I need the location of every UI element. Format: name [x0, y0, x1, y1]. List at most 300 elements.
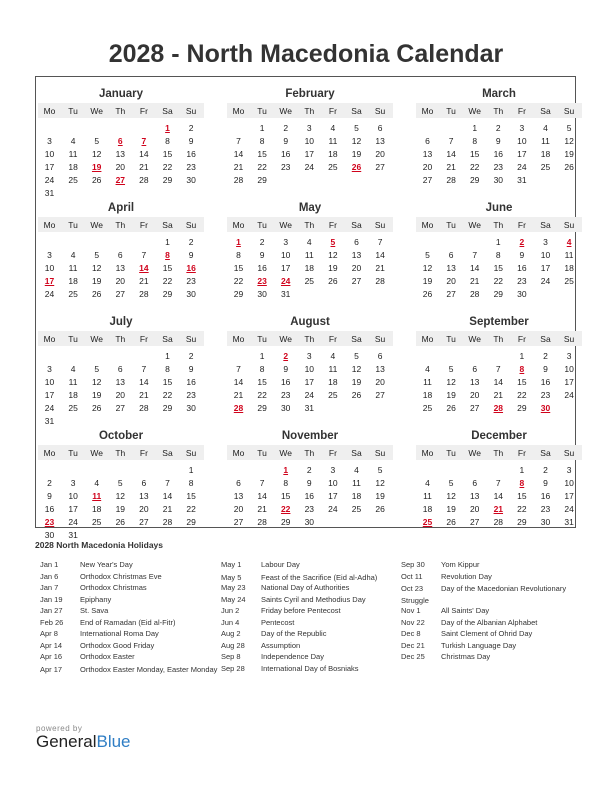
day-cell: 22	[162, 276, 173, 286]
weekday-header	[38, 331, 204, 346]
holiday-entry	[221, 629, 401, 641]
holiday-date: Dec 8	[401, 629, 421, 638]
month-march	[416, 81, 582, 193]
day-cell: 5	[448, 364, 454, 374]
day-cell: 11	[564, 250, 574, 260]
day-cell: 10	[564, 364, 574, 374]
holiday-name: Pentecost	[261, 617, 295, 627]
day-cell: 20	[115, 276, 126, 286]
day-cell: 2	[543, 465, 548, 475]
month-october	[38, 423, 204, 540]
day-cell: 4	[425, 364, 430, 374]
day-cell: 19	[564, 149, 574, 159]
day-cell: 15	[233, 263, 244, 273]
month-name: March	[482, 88, 516, 100]
day-cell: 18	[564, 263, 574, 273]
holiday-day-cell: 22	[280, 504, 291, 514]
day-cell: 20	[115, 162, 126, 172]
weekday-header	[416, 331, 582, 346]
holiday-entry	[40, 664, 220, 676]
day-cell: 10	[44, 377, 55, 387]
day-cell: 25	[328, 162, 338, 172]
day-cell: 29	[517, 403, 527, 413]
weekday-label: Th	[115, 334, 126, 344]
day-cell: 14	[493, 377, 504, 387]
day-cell: 11	[68, 149, 78, 159]
weekday-label: Sa	[540, 448, 551, 458]
day-cell: 5	[117, 478, 123, 488]
day-cell: 14	[469, 263, 480, 273]
holiday-day-cell: 17	[44, 276, 55, 286]
day-cell: 17	[304, 149, 315, 159]
day-cell: 28	[257, 517, 267, 527]
weekday-label: Mo	[43, 334, 56, 344]
holiday-entry	[221, 583, 401, 595]
month-name: July	[109, 316, 133, 328]
day-cell: 22	[233, 276, 244, 286]
day-cell: 18	[351, 491, 362, 501]
day-cell: 11	[352, 478, 361, 488]
holiday-day-cell: 24	[280, 276, 291, 286]
weekday-label: Tu	[257, 448, 267, 458]
day-cell: 11	[68, 263, 78, 273]
day-cell: 13	[115, 263, 126, 273]
day-cell: 15	[186, 491, 196, 501]
weekday-label: Tu	[68, 334, 78, 344]
day-cell: 22	[469, 162, 480, 172]
holiday-entry	[221, 606, 401, 618]
weekday-label: Su	[563, 220, 575, 230]
holiday-entry	[221, 652, 401, 664]
month-name: April	[107, 202, 135, 214]
day-cell: 8	[236, 250, 241, 260]
day-cell: 2	[47, 478, 52, 488]
day-cell: 15	[162, 377, 173, 387]
weekday-label: Tu	[68, 106, 78, 116]
holiday-name: Orthodox Easter Monday, Easter Monday	[80, 664, 218, 674]
day-cell: 25	[422, 403, 433, 413]
weekday-label: We	[468, 334, 481, 344]
day-cell: 21	[493, 390, 504, 400]
holiday-day-cell: 7	[141, 136, 147, 146]
holiday-day-cell: 23	[44, 517, 55, 527]
holiday-day-cell: 2	[283, 351, 289, 361]
weekday-label: Fr	[139, 106, 148, 116]
day-cell: 18	[328, 377, 338, 387]
weekday-label: We	[279, 220, 292, 230]
holiday-date: May 1	[221, 560, 242, 569]
holiday-column-3	[401, 560, 577, 664]
day-cell: 21	[469, 276, 480, 286]
holiday-entry	[40, 560, 220, 572]
holiday-entry	[221, 560, 401, 572]
holidays-title: 2028 North Macedonia Holidays	[35, 540, 164, 550]
day-cell: 12	[375, 478, 385, 488]
day-cell: 17	[44, 390, 55, 400]
holiday-day-cell: 28	[233, 403, 244, 413]
day-cell: 2	[306, 465, 312, 475]
holiday-entry	[401, 606, 577, 618]
holiday-day-cell: 25	[422, 517, 433, 527]
day-cell: 22	[162, 390, 173, 400]
holiday-date: May 24	[221, 594, 246, 604]
holiday-day-cell: 28	[493, 403, 504, 413]
day-cell: 15	[493, 263, 504, 273]
day-cell: 16	[280, 377, 291, 387]
weekday-label: Sa	[162, 334, 173, 344]
holiday-day-cell: 2	[519, 237, 525, 247]
weekday-header	[38, 103, 204, 118]
holiday-day-cell: 23	[257, 276, 267, 286]
weekday-label: Fr	[139, 220, 148, 230]
holiday-date: Jun 4	[221, 617, 240, 627]
day-cell: 28	[162, 517, 173, 527]
holiday-name: Day of the Albanian Alphabet	[441, 617, 538, 627]
day-cell: 5	[377, 465, 383, 475]
day-cell: 5	[94, 364, 100, 374]
day-cell: 20	[139, 504, 149, 514]
day-cell: 30	[517, 289, 527, 299]
day-cell: 26	[91, 289, 102, 299]
day-cell: 1	[472, 123, 478, 133]
day-cell: 11	[304, 250, 314, 260]
day-cell: 28	[375, 276, 385, 286]
day-cell: 14	[257, 491, 267, 501]
holiday-name: Independence Day	[261, 652, 324, 661]
holiday-date: Apr 16	[40, 652, 63, 661]
day-cell: 12	[564, 136, 574, 146]
day-cell: 4	[543, 123, 548, 133]
weekday-label: We	[90, 220, 103, 230]
day-cell: 4	[425, 478, 430, 488]
weekday-label: Tu	[446, 220, 456, 230]
day-cell: 31	[68, 530, 78, 540]
holiday-day-cell: 8	[165, 250, 170, 260]
holiday-day-cell: 1	[236, 237, 241, 247]
day-cell: 26	[564, 162, 574, 172]
holiday-date: Apr 8	[40, 629, 58, 638]
holiday-day-cell: 4	[566, 237, 572, 247]
weekday-label: Su	[374, 334, 386, 344]
holiday-entry	[40, 629, 220, 641]
day-cell: 19	[422, 276, 433, 286]
day-cell: 18	[68, 162, 78, 172]
weekday-label: Th	[115, 106, 126, 116]
day-cell: 9	[495, 136, 501, 146]
day-cell: 29	[280, 517, 291, 527]
holiday-date: Sep 30	[401, 560, 425, 569]
day-cell: 23	[280, 390, 291, 400]
weekday-label: Mo	[43, 448, 56, 458]
holiday-day-cell: 21	[493, 504, 504, 514]
day-cell: 20	[115, 390, 126, 400]
day-cell: 9	[306, 478, 312, 488]
weekday-label: Th	[493, 334, 504, 344]
day-cell: 21	[233, 162, 244, 172]
weekday-label: Su	[185, 448, 197, 458]
day-cell: 20	[375, 377, 385, 387]
holiday-date: Jan 19	[40, 594, 63, 604]
day-cell: 7	[495, 478, 501, 488]
day-cell: 5	[566, 123, 572, 133]
day-cell: 1	[165, 351, 170, 361]
day-cell: 26	[422, 289, 433, 299]
weekday-label: Su	[374, 448, 386, 458]
weekday-label: Su	[563, 334, 575, 344]
weekday-label: Mo	[43, 220, 56, 230]
holiday-entry	[401, 652, 577, 664]
day-cell: 10	[304, 136, 315, 146]
day-cell: 7	[448, 136, 454, 146]
day-cell: 16	[540, 377, 551, 387]
holiday-entry	[40, 652, 220, 664]
day-cell: 10	[540, 250, 551, 260]
day-cell: 24	[517, 162, 527, 172]
day-cell: 11	[328, 136, 338, 146]
day-cell: 1	[495, 237, 501, 247]
day-cell: 16	[280, 149, 291, 159]
holiday-column-2	[221, 560, 401, 675]
weekday-label: Th	[115, 448, 126, 458]
day-cell: 24	[564, 504, 574, 514]
day-cell: 17	[517, 149, 527, 159]
weekday-label: Th	[304, 106, 315, 116]
day-cell: 24	[564, 390, 574, 400]
day-cell: 27	[422, 175, 433, 185]
day-cell: 3	[306, 351, 312, 361]
day-cell: 24	[328, 504, 338, 514]
day-cell: 22	[257, 162, 267, 172]
weekday-label: Fr	[517, 220, 526, 230]
day-cell: 10	[44, 263, 55, 273]
weekday-label: Su	[185, 220, 197, 230]
day-cell: 9	[188, 364, 194, 374]
month-name: May	[298, 202, 322, 214]
day-cell: 23	[540, 504, 551, 514]
day-cell: 6	[377, 123, 383, 133]
day-cell: 31	[280, 289, 291, 299]
day-cell: 30	[186, 289, 196, 299]
holiday-day-cell: 27	[115, 175, 126, 185]
day-cell: 9	[543, 364, 548, 374]
day-cell: 5	[94, 136, 100, 146]
brand-blue: Blue	[96, 732, 131, 751]
day-cell: 18	[422, 504, 433, 514]
month-january	[38, 81, 204, 198]
day-cell: 29	[186, 517, 196, 527]
day-cell: 1	[165, 237, 170, 247]
day-cell: 1	[519, 465, 525, 475]
holiday-date: Nov 1	[401, 606, 421, 615]
weekday-label: Su	[185, 334, 197, 344]
day-cell: 3	[283, 237, 289, 247]
holiday-entry	[221, 618, 401, 630]
weekday-header	[227, 217, 393, 232]
day-cell: 30	[280, 403, 291, 413]
day-cell: 13	[375, 136, 385, 146]
day-cell: 26	[375, 504, 385, 514]
month-name: November	[281, 430, 339, 442]
day-cell: 2	[495, 123, 501, 133]
day-cell: 13	[351, 250, 362, 260]
day-cell: 25	[304, 276, 315, 286]
day-cell: 13	[469, 377, 480, 387]
day-cell: 24	[68, 517, 78, 527]
day-cell: 9	[519, 250, 525, 260]
weekday-label: Tu	[68, 220, 78, 230]
day-cell: 23	[186, 162, 196, 172]
weekday-label: Sa	[351, 220, 362, 230]
weekday-label: Tu	[446, 448, 456, 458]
day-cell: 29	[162, 403, 173, 413]
holiday-date: Sep 28	[221, 663, 245, 673]
weekday-label: We	[468, 448, 481, 458]
day-cell: 1	[259, 351, 265, 361]
day-cell: 1	[188, 465, 194, 475]
day-cell: 13	[115, 377, 126, 387]
day-cell: 13	[375, 364, 385, 374]
holiday-date: Jan 6	[40, 571, 59, 581]
day-cell: 24	[304, 162, 315, 172]
day-cell: 26	[328, 276, 338, 286]
day-cell: 14	[233, 149, 244, 159]
day-cell: 7	[165, 478, 170, 488]
month-august	[227, 309, 393, 421]
day-cell: 29	[162, 175, 173, 185]
day-cell: 8	[188, 478, 194, 488]
month-february	[227, 81, 393, 193]
day-cell: 29	[162, 289, 173, 299]
day-cell: 9	[283, 364, 289, 374]
holiday-name: Orthodox Christmas	[80, 583, 147, 592]
day-cell: 22	[517, 390, 527, 400]
day-cell: 30	[44, 530, 55, 540]
day-cell: 6	[448, 250, 454, 260]
day-cell: 9	[188, 250, 194, 260]
day-cell: 29	[257, 403, 267, 413]
month-july	[38, 309, 204, 426]
holiday-entry	[401, 641, 577, 653]
weekday-label: Th	[493, 106, 504, 116]
holiday-entry	[401, 618, 577, 630]
weekday-label: Sa	[540, 106, 551, 116]
day-cell: 8	[259, 364, 265, 374]
holiday-name: St. Sava	[80, 606, 109, 615]
day-cell: 2	[188, 351, 194, 361]
day-cell: 14	[446, 149, 456, 159]
weekday-label: Tu	[257, 220, 267, 230]
day-cell: 2	[188, 237, 194, 247]
holiday-date: Dec 21	[401, 640, 425, 650]
day-cell: 8	[259, 136, 265, 146]
weekday-label: Mo	[232, 334, 245, 344]
holiday-entry	[401, 629, 577, 641]
day-cell: 3	[47, 364, 52, 374]
day-cell: 8	[472, 136, 478, 146]
holiday-name: Yom Kippur	[441, 560, 480, 569]
day-cell: 4	[330, 351, 336, 361]
day-cell: 11	[541, 136, 550, 146]
day-cell: 25	[91, 517, 102, 527]
holiday-date: Jan 1	[40, 560, 59, 569]
day-cell: 3	[306, 123, 312, 133]
month-name: October	[98, 430, 144, 442]
holiday-name: Revolution Day	[441, 571, 492, 581]
weekday-label: Su	[374, 106, 386, 116]
holiday-entry	[401, 583, 577, 606]
holiday-name: Turkish Language Day	[441, 640, 517, 650]
day-cell: 4	[306, 237, 312, 247]
day-cell: 25	[564, 276, 574, 286]
day-cell: 17	[564, 377, 574, 387]
holiday-name: Feast of the Sacrifice (Eid al-Adha)	[261, 572, 378, 582]
weekday-label: Tu	[446, 334, 456, 344]
day-cell: 31	[564, 517, 574, 527]
weekday-header	[38, 217, 204, 232]
day-cell: 23	[186, 390, 196, 400]
day-cell: 12	[446, 491, 456, 501]
weekday-label: Sa	[351, 106, 362, 116]
day-cell: 19	[115, 504, 126, 514]
weekday-header	[38, 445, 204, 460]
day-cell: 14	[162, 491, 173, 501]
day-cell: 19	[91, 390, 102, 400]
day-cell: 3	[47, 136, 52, 146]
day-cell: 29	[493, 289, 504, 299]
day-cell: 26	[91, 175, 102, 185]
day-cell: 10	[68, 491, 78, 501]
day-cell: 27	[233, 517, 244, 527]
day-cell: 22	[517, 504, 527, 514]
day-cell: 12	[91, 263, 102, 273]
day-cell: 25	[328, 390, 338, 400]
day-cell: 5	[448, 478, 454, 488]
holiday-name: International Roma Day	[80, 629, 159, 638]
day-cell: 19	[375, 491, 385, 501]
footer-logo	[36, 724, 131, 752]
day-cell: 14	[139, 149, 149, 159]
day-cell: 24	[44, 403, 55, 413]
holiday-date: Feb 26	[40, 617, 64, 627]
day-cell: 13	[139, 491, 149, 501]
day-cell: 4	[354, 465, 359, 475]
holiday-date: Sep 8	[221, 652, 241, 661]
day-cell: 10	[304, 364, 315, 374]
day-cell: 16	[304, 491, 315, 501]
day-cell: 16	[517, 263, 527, 273]
day-cell: 26	[446, 403, 456, 413]
holiday-entry	[221, 595, 401, 607]
day-cell: 6	[472, 478, 478, 488]
day-cell: 19	[328, 263, 338, 273]
day-cell: 4	[330, 123, 336, 133]
day-cell: 2	[283, 123, 289, 133]
weekday-header	[227, 445, 393, 460]
day-cell: 2	[543, 351, 548, 361]
weekday-label: Sa	[540, 334, 551, 344]
day-cell: 27	[469, 517, 480, 527]
weekday-label: Su	[374, 220, 386, 230]
day-cell: 6	[117, 364, 123, 374]
day-cell: 21	[257, 504, 267, 514]
day-cell: 25	[351, 504, 362, 514]
holiday-name: Assumption	[261, 640, 301, 650]
holiday-entry	[221, 641, 401, 653]
weekday-label: Mo	[43, 106, 56, 116]
holiday-date: Dec 25	[401, 652, 425, 661]
month-june	[416, 195, 582, 307]
holiday-day-cell: 8	[519, 364, 525, 374]
